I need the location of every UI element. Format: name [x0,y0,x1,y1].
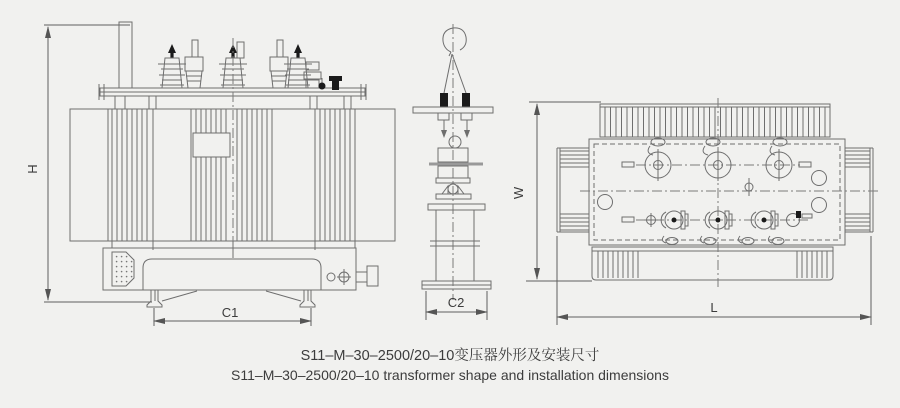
nameplate [193,133,230,157]
radiator-left-fins-top [560,151,589,167]
cooling-panel-end [112,252,134,286]
dimension-c2 [426,291,487,320]
radiator-right-fins-bottom [845,214,870,230]
fitting-circle-right-lower [812,198,827,213]
valve-stub [356,266,378,286]
expansion-pipe [119,22,132,88]
foot-right [266,290,315,307]
fitting-circle-right-upper [812,171,827,186]
lv-bushing-left [185,40,203,88]
front-view [25,22,395,326]
lv-row-small-circle [644,213,658,227]
side-bushing-stack [429,136,483,199]
fin-group-4 [320,109,350,241]
cover-tabs [438,113,472,120]
crane-hook-icon [443,28,466,56]
caption-title-en: S11–M–30–2500/20–10 transformer shape and installation dimensions [231,367,669,383]
fins-bottom-right-lines [797,251,827,278]
earthing-terminal [787,211,813,227]
side-column [422,204,491,289]
radiator-right-fins-top [845,151,870,167]
lv-bushing-plan-1 [661,211,688,229]
fitting-circle-left [598,195,613,210]
center-terminal-stem [237,42,244,58]
tie-rods [441,120,470,138]
dimension-c1 [154,305,311,326]
top-view [557,98,880,325]
dim-label-c1: C1 [221,305,239,320]
radiator-right [845,148,873,232]
lifting-lugs [440,93,470,107]
caption-title-zh: S11–M–30–2500/20–10变压器外形及安装尺寸 [300,348,600,364]
radiator-left [557,148,589,232]
fins-bottom-left-lines [598,251,638,278]
fins-top [600,104,830,137]
fin-group-1 [112,109,147,241]
dim-label-c2: C2 [447,295,465,310]
foot-left [147,290,197,307]
lv-bushing-plan-3 [751,211,778,229]
oil-gauge [319,78,326,90]
dim-label-h: H [25,164,40,174]
lifting-slings [444,54,466,93]
thermometer-seat [745,178,753,196]
dim-label-l: L [710,300,718,315]
skid-rail [143,259,321,290]
lv-bushing-row [622,211,812,229]
hv-bushing-left [158,44,186,88]
radiator-left-fins-bottom [560,214,589,230]
caption [0,347,900,385]
tank-top-dashed-inset [594,144,840,240]
drain-valve [327,269,351,285]
base-assembly [103,241,378,307]
fins-bottom [592,247,833,280]
side-view [413,24,493,320]
dim-label-w: W [511,186,526,200]
fin-group-3 [237,109,272,241]
fin-group-2 [191,109,226,241]
fins-top-lines [605,107,825,137]
